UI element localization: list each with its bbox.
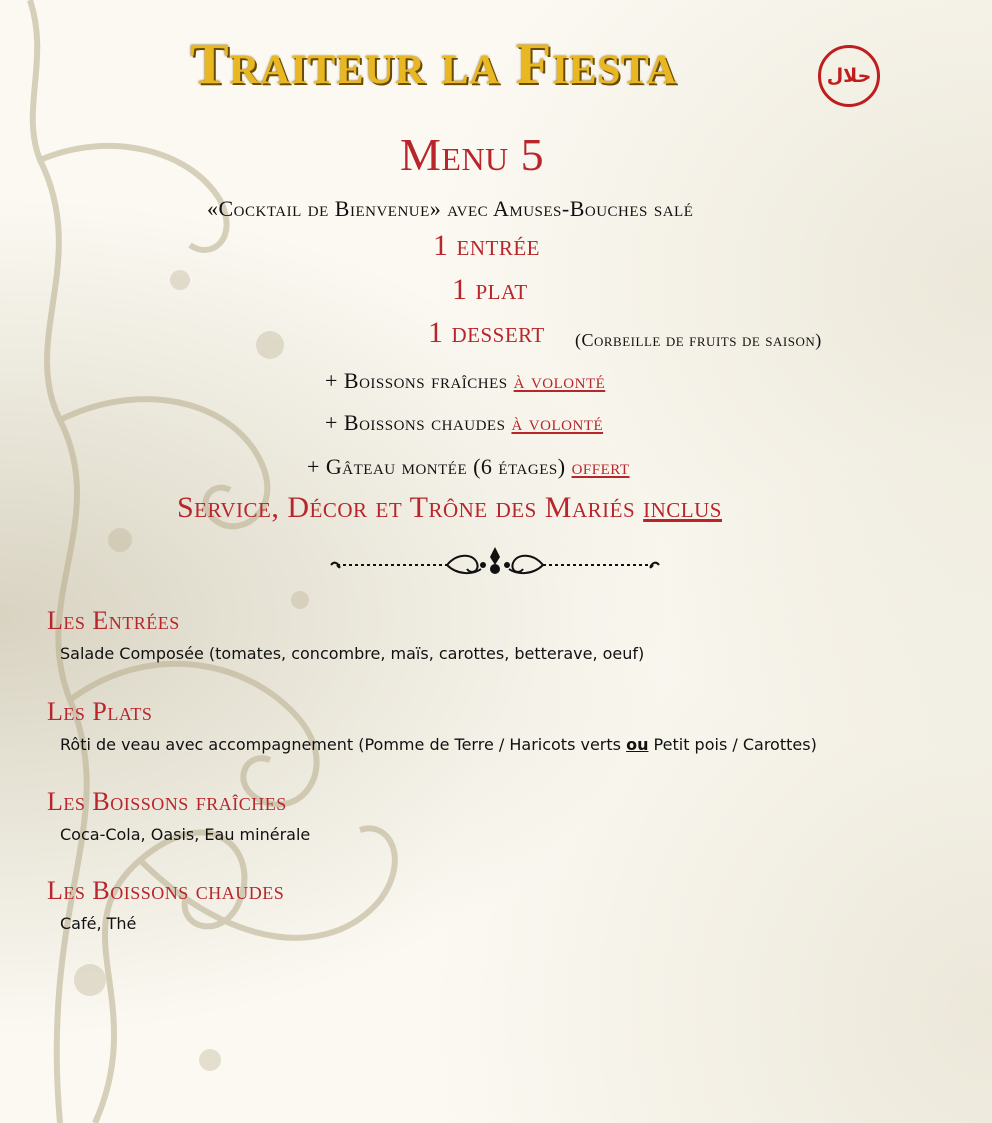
section-desc-plats bbox=[60, 735, 817, 754]
section-title-boissons-chaudes: Les Boissons chaudes bbox=[47, 876, 285, 905]
service-line bbox=[177, 491, 722, 525]
boissons-fraiches-line bbox=[325, 368, 605, 394]
plats-desc-ou: ou bbox=[626, 735, 649, 754]
page-title: Traiteur la Fiesta bbox=[190, 31, 678, 96]
section-title-plats: Les Plats bbox=[47, 697, 153, 726]
dessert-count: 1 dessert bbox=[428, 316, 545, 349]
dessert-note: (Corbeille de fruits de saison) bbox=[575, 330, 822, 350]
entree-count: 1 entrée bbox=[433, 229, 540, 262]
halal-badge-icon bbox=[818, 45, 880, 107]
service-suffix: inclus bbox=[643, 491, 722, 524]
halal-badge-text: حلال bbox=[826, 65, 872, 87]
cocktail-line: «Cocktail de Bienvenue» avec Amuses-Bouches salé bbox=[207, 196, 694, 221]
boissons-fraiches-suffix: à volonté bbox=[513, 368, 606, 393]
menu-title: Menu 5 bbox=[400, 129, 545, 180]
section-desc-boissons-chaudes: Café, Thé bbox=[60, 914, 137, 933]
gateau-suffix: offert bbox=[571, 454, 630, 479]
boissons-fraiches-prefix: + Boissons fraîches bbox=[325, 368, 514, 393]
ornamental-divider-icon bbox=[327, 543, 663, 583]
gateau-line bbox=[307, 454, 630, 480]
service-prefix: Service, Décor et Trône des Mariés bbox=[177, 491, 644, 524]
boissons-chaudes-prefix: + Boissons chaudes bbox=[325, 410, 512, 435]
plats-desc-before: Rôti de veau avec accompagnement (Pomme de Terre / Haricots verts bbox=[60, 735, 627, 754]
section-desc-boissons-fraiches: Coca-Cola, Oasis, Eau minérale bbox=[60, 825, 311, 844]
plat-count: 1 plat bbox=[452, 273, 528, 306]
section-title-boissons-fraiches: Les Boissons fraîches bbox=[47, 787, 287, 816]
boissons-chaudes-suffix: à volonté bbox=[511, 410, 604, 435]
section-title-entrees: Les Entrées bbox=[47, 606, 180, 635]
boissons-chaudes-line bbox=[325, 410, 603, 436]
gateau-prefix: + Gâteau montée (6 étages) bbox=[307, 454, 572, 479]
section-desc-entrees: Salade Composée (tomates, concombre, maïs, carottes, betterave, oeuf) bbox=[60, 644, 645, 663]
plats-desc-after: Petit pois / Carottes) bbox=[648, 735, 817, 754]
